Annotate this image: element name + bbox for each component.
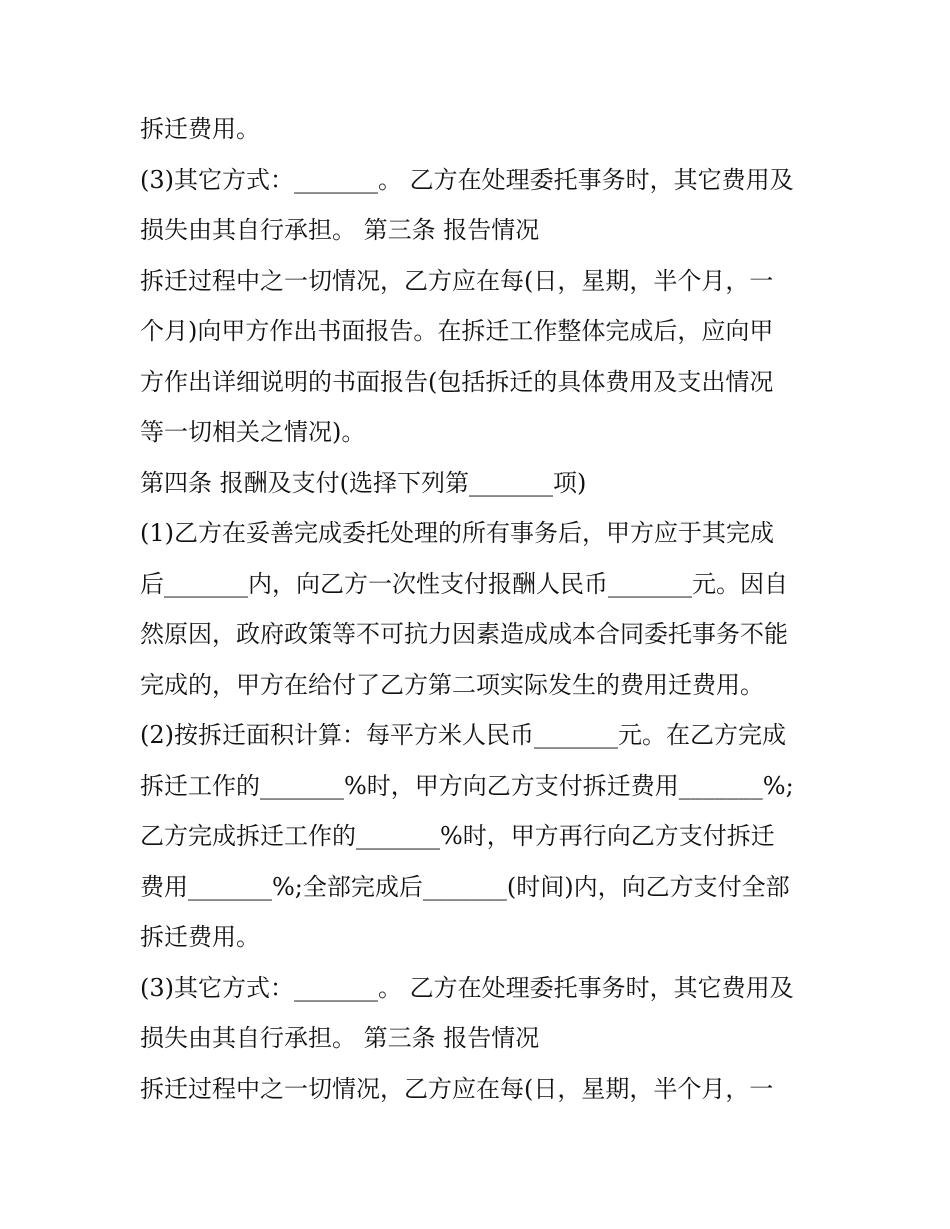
text-line: 方作出详细说明的书面报告(包括拆迁的具体费用及支出情况 xyxy=(140,367,774,396)
text-line: 拆迁费用。 xyxy=(140,115,260,143)
text-line: 完成的，甲方在给付了乙方第二项实际发生的费用迁费用。 xyxy=(140,670,764,699)
text-line: 后_______内，向乙方一次性支付报酬人民币_______元。因自 xyxy=(140,569,788,598)
text-line: 损失由其自行承担。 第三条 报告情况 xyxy=(140,1024,540,1052)
text-line: 拆迁过程中之一切情况，乙方应在每(日，星期，半个月，一 xyxy=(140,1074,774,1103)
text-line: 损失由其自行承担。 第三条 报告情况 xyxy=(140,216,540,244)
text-line: 拆迁工作的_______%时，甲方向乙方支付拆迁费用_______%; xyxy=(140,771,794,800)
text-line: (2)按拆迁面积计算：每平方米人民币_______元。在乙方完成 xyxy=(140,721,786,749)
text-line: 拆迁费用。 xyxy=(140,923,260,951)
text-line: 个月)向甲方作出书面报告。在拆迁工作整体完成后，应向甲 xyxy=(140,317,774,345)
text-line: 等一切相关之情况)。 xyxy=(140,418,366,446)
text-line: 乙方完成拆迁工作的_______%时，甲方再行向乙方支付拆迁 xyxy=(140,822,775,850)
text-line: (3)其它方式：_______。 乙方在处理委托事务时，其它费用及 xyxy=(140,165,794,194)
text-line: 然原因，政府政策等不可抗力因素造成成本合同委托事务不能 xyxy=(140,620,788,648)
text-line: 费用_______%;全部完成后_______(时间)内，向乙方支付全部 xyxy=(140,872,790,901)
text-line: 第四条 报酬及支付(选择下列第_______项) xyxy=(140,468,587,497)
document-body xyxy=(140,110,820,1120)
text-line: (3)其它方式：_______。 乙方在处理委托事务时，其它费用及 xyxy=(140,973,794,1002)
text-line: (1)乙方在妥善完成委托处理的所有事务后，甲方应于其完成 xyxy=(140,519,774,547)
text-line: 拆迁过程中之一切情况，乙方应在每(日，星期，半个月，一 xyxy=(140,266,774,295)
